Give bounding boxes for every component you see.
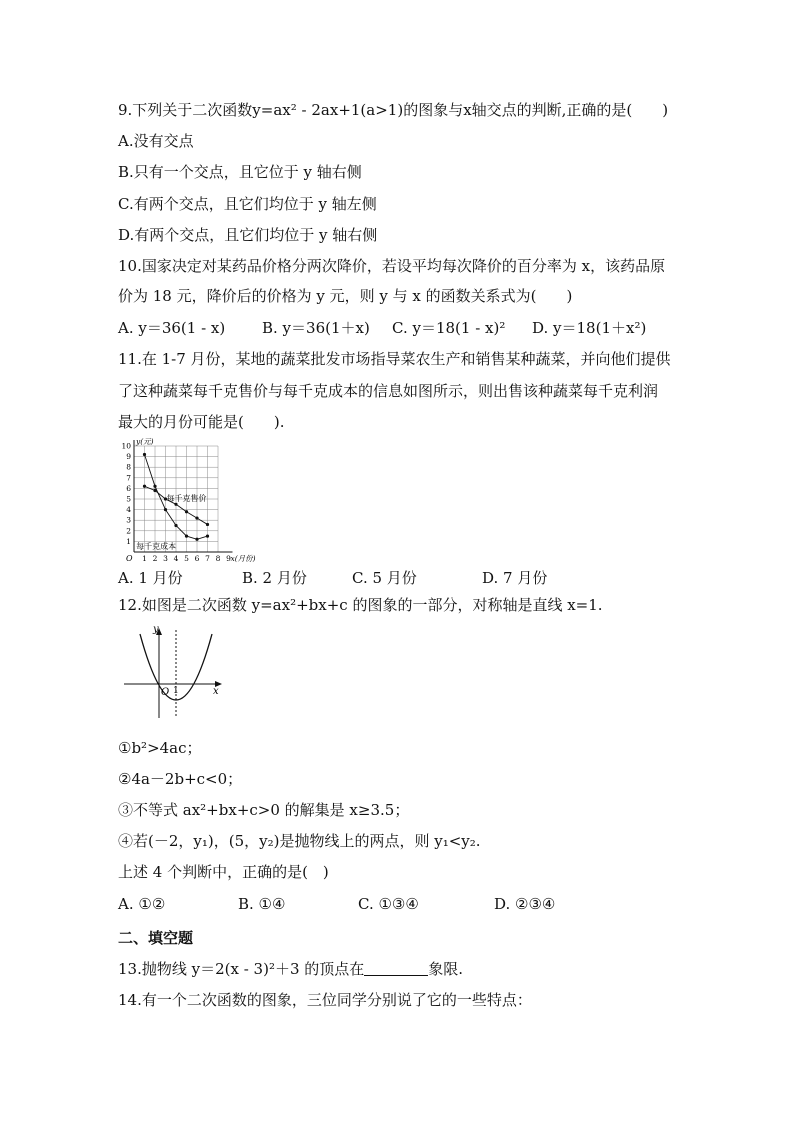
parabola-origin-label: O bbox=[161, 687, 170, 698]
cost-point bbox=[153, 485, 156, 488]
chart-labels bbox=[126, 437, 256, 563]
parabola-y-label: y bbox=[153, 624, 159, 635]
q12-option-b: B. ①④ bbox=[238, 895, 286, 913]
y-tick-label: 10 bbox=[121, 441, 131, 451]
q13-text-after: 象限. bbox=[428, 960, 464, 978]
q10-option-d: D. y＝18(1＋x²) bbox=[532, 319, 647, 337]
x-axis-label: x(月份) bbox=[230, 554, 256, 563]
price-point bbox=[143, 485, 146, 488]
parabola-x-label: x bbox=[213, 686, 219, 697]
x-tick-label: 6 bbox=[194, 554, 200, 563]
section-title: 二、填空题 bbox=[118, 929, 194, 947]
q10-option-a: A. y＝36(1 - x) bbox=[118, 319, 226, 337]
q11-option-b: B. 2 月份 bbox=[242, 569, 307, 587]
q12-statement-2: ②4a－2b+c<0； bbox=[118, 770, 243, 788]
cost-point bbox=[206, 535, 209, 538]
q11-option-a: A. 1 月份 bbox=[118, 569, 183, 587]
q12-option-c: C. ①③④ bbox=[358, 895, 419, 913]
q10-stem-line2: 价为 18 元，降价后的价格为 y 元，则 y 与 x 的函数关系式为( ) bbox=[118, 287, 573, 305]
q10-option-b: B. y＝36(1＋x) bbox=[262, 319, 370, 337]
q14-stem: 14.有一个二次函数的图象，三位同学分别说了它的一些特点： bbox=[118, 991, 532, 1009]
x-tick-label: 7 bbox=[205, 554, 210, 563]
cost-point bbox=[185, 535, 188, 538]
q12-statement-3: ③不等式 ax²+bx+c>0 的解集是 x≥3.5； bbox=[118, 801, 410, 819]
cost-point bbox=[143, 453, 146, 456]
x-tick-label: 9 bbox=[226, 554, 231, 563]
y-tick-label: 7 bbox=[126, 473, 131, 483]
price-series-label: 每千克售价 bbox=[166, 494, 207, 504]
q13-text-before: 13.抛物线 y＝2(x - 3)²＋3 的顶点在 bbox=[118, 960, 365, 978]
q11-option-c: C. 5 月份 bbox=[352, 569, 417, 587]
price-point bbox=[206, 523, 209, 526]
parabola-tick-label: 1 bbox=[173, 686, 179, 696]
q9-option-d: D.有两个交点，且它们均位于 y 轴右侧 bbox=[118, 226, 378, 244]
y-tick-label: 2 bbox=[126, 526, 131, 536]
y-tick-label: 3 bbox=[126, 515, 131, 525]
q12-option-d: D. ②③④ bbox=[494, 895, 556, 913]
q12-statement-1: ①b²>4ac； bbox=[118, 739, 202, 757]
q9-option-b: B.只有一个交点，且它位于 y 轴右侧 bbox=[118, 163, 362, 181]
cost-series-label: 每千克成本 bbox=[136, 541, 177, 551]
q12-question: 上述 4 个判断中，正确的是( ) bbox=[118, 863, 329, 881]
y-tick-label: 9 bbox=[126, 452, 131, 462]
q12-statement-4: ④若(－2，y₁)，(5，y₂)是抛物线上的两点，则 y₁<y₂. bbox=[118, 832, 481, 850]
q11-stem-line1: 11.在 1-7 月份，某地的蔬菜批发市场指导菜农生产和销售某种蔬菜，并向他们提供 bbox=[118, 350, 671, 368]
q13-stem bbox=[118, 958, 463, 980]
q12-option-a: A. ①② bbox=[118, 895, 166, 913]
q10-option-c: C. y＝18(1 - x)² bbox=[392, 319, 506, 337]
y-tick-label: 5 bbox=[126, 494, 131, 504]
price-cost-chart bbox=[114, 434, 274, 564]
parabola-figure bbox=[118, 622, 230, 722]
cost-point bbox=[195, 538, 198, 541]
price-point bbox=[195, 516, 198, 519]
q11-option-d: D. 7 月份 bbox=[482, 569, 548, 587]
q9-stem: 9.下列关于二次函数y=ax² - 2ax+1(a>1)的图象与x轴交点的判断,正确的是( ) bbox=[118, 101, 669, 119]
q9-option-a: A.没有交点 bbox=[118, 132, 194, 150]
x-tick-label: 8 bbox=[215, 554, 221, 563]
x-tick-label: 3 bbox=[163, 554, 168, 563]
price-point bbox=[185, 510, 188, 513]
x-tick-label: 4 bbox=[173, 554, 179, 563]
x-tick-label: 5 bbox=[184, 554, 189, 563]
x-tick-label: 1 bbox=[142, 554, 147, 563]
cost-point bbox=[174, 524, 177, 527]
q11-stem-line3: 最大的月份可能是( ). bbox=[118, 413, 285, 431]
y-tick-label: 1 bbox=[126, 536, 131, 546]
q13-answer-blank bbox=[364, 961, 428, 976]
cost-point bbox=[164, 508, 167, 511]
q9-option-c: C.有两个交点，且它们均位于 y 轴左侧 bbox=[118, 195, 377, 213]
q11-stem-line2: 了这种蔬菜每千克售价与每千克成本的信息如图所示，则出售该种蔬菜每千克利润 bbox=[118, 382, 659, 400]
q10-stem-line1: 10.国家决定对某药品价格分两次降价，若设平均每次降价的百分率为 x，该药品原 bbox=[118, 257, 666, 275]
x-tick-label: 2 bbox=[152, 554, 158, 563]
origin-label: O bbox=[126, 554, 133, 563]
y-axis-label: y(元) bbox=[136, 437, 154, 446]
q12-stem: 12.如图是二次函数 y=ax²+bx+c 的图象的一部分，对称轴是直线 x=1. bbox=[118, 596, 603, 614]
y-tick-label: 8 bbox=[126, 462, 131, 472]
y-tick-label: 6 bbox=[126, 483, 131, 493]
price-point bbox=[174, 503, 177, 506]
y-tick-label: 4 bbox=[126, 505, 131, 515]
